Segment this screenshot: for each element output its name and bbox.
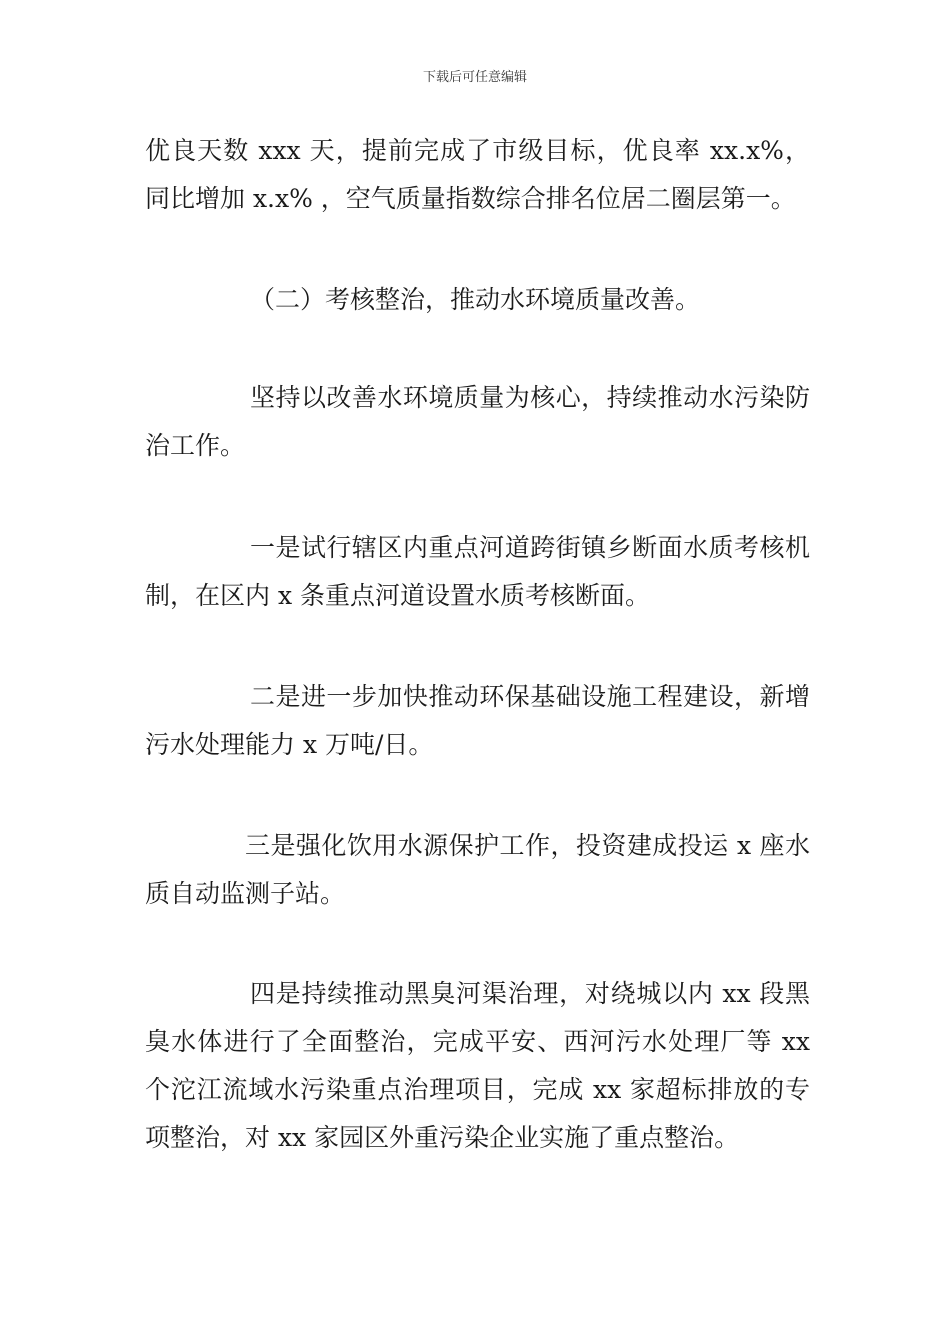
paragraph-item-four: 四是持续推动黑臭河渠治理，对绕城以内 xx 段黑臭水体进行了全面整治，完成平安、西河污水处理厂等 xx 个沱江流域水污染重点治理项目，完成 xx 家超标排放的专项整治，对 xx 家园区外重污染企业实施了重点整治。: [145, 979, 810, 1152]
paragraph-item-one: 一是试行辖区内重点河道跨街镇乡断面水质考核机制，在区内 x 条重点河道设置水质考核断面。: [145, 533, 810, 610]
header-note: 下载后可任意编辑: [422, 70, 527, 85]
paragraph-item-three: 三是强化饮用水源保护工作，投资建成投运 x 座水质自动监测子站。: [145, 831, 810, 908]
section-heading-water: （二）考核整治，推动水环境质量改善。: [250, 285, 701, 314]
paragraph-item-two: 二是进一步加快推动环保基础设施工程建设，新增污水处理能力 x 万吨/日。: [145, 682, 810, 759]
paragraph-air-quality: 优良天数 xxx 天，提前完成了市级目标，优良率 xx.x%，同比增加 x.x% ，空气质量指数综合排名位居二圈层第一。: [145, 136, 810, 213]
paragraph-water-core: 坚持以改善水环境质量为核心，持续推动水污染防治工作。: [145, 383, 810, 460]
